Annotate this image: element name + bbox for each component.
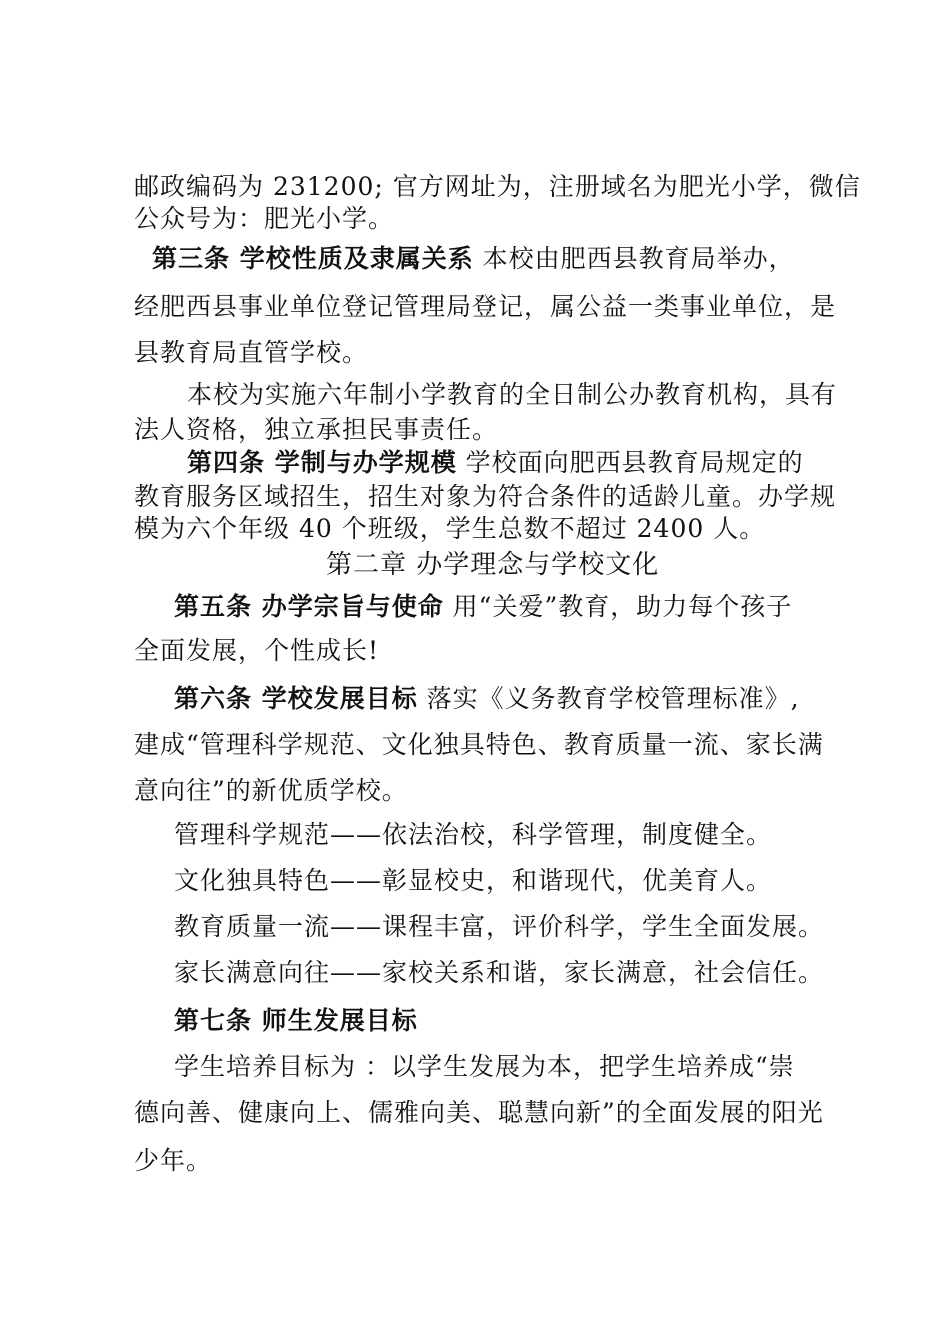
text-line: 邮政编码为 231200; 官方网址为，注册域名为肥光小学，微信 [134, 172, 861, 201]
text-line: 家长满意向往——家校关系和谐，家长满意，社会信任。 [174, 958, 825, 987]
text-line: 本校为实施六年制小学教育的全日制公办教育机构，具有 [187, 380, 838, 409]
text-line: 管理科学规范——依法治校，科学管理，制度健全。 [174, 820, 773, 849]
article-4-title: 第四条 学制与办学规模 [187, 448, 457, 477]
article-3 [152, 244, 795, 274]
article-3-title: 第三条 学校性质及隶属关系 [152, 244, 474, 273]
text-line: 县教育局直管学校。 [134, 338, 369, 367]
article-6-text: 落实《义务教育学校管理标准》, [417, 684, 800, 713]
article-6 [174, 684, 800, 714]
article-4-text: 学校面向肥西县教育局规定的 [456, 448, 804, 477]
text-line: 法人资格，独立承担民事责任。 [134, 415, 499, 444]
article-5-text: 用“关爱”教育，助力每个孩子 [443, 592, 793, 621]
article-5-title: 第五条 办学宗旨与使命 [174, 592, 444, 621]
text-line: 少年。 [134, 1146, 213, 1175]
chapter-heading: 第二章 办学理念与学校文化 [326, 550, 660, 580]
text-line: 教育服务区域招生，招生对象为符合条件的适龄儿童。办学规 [134, 482, 837, 511]
text-line: 模为六个年级 40 个班级，学生总数不超过 2400 人。 [134, 514, 766, 543]
text-line: 学生培养目标为 ：以学生发展为本，把学生培养成“崇 [174, 1052, 795, 1081]
article-5 [174, 592, 792, 622]
text-line: 全面发展，个性成长! [134, 636, 380, 665]
text-line: 教育质量一流——课程丰富，评价科学，学生全面发展。 [174, 912, 825, 941]
text-line: 意向往”的新优质学校。 [134, 776, 408, 805]
article-7-title: 第七条 师生发展目标 [174, 1006, 418, 1035]
text-line: 经肥西县事业单位登记管理局登记，属公益一类事业单位，是 [134, 292, 837, 321]
text-line: 建成“管理科学规范、文化独具特色、教育质量一流、家长满 [134, 730, 824, 759]
text-line: 文化独具特色——彰显校史，和谐现代，优美育人。 [174, 866, 773, 895]
article-4 [187, 448, 804, 478]
article-6-title: 第六条 学校发展目标 [174, 684, 418, 713]
text-line: 公众号为：肥光小学。 [134, 204, 395, 233]
article-3-text: 本校由肥西县教育局举办， [473, 244, 795, 273]
text-line: 德向善、健康向上、儒雅向美、聪慧向新”的全面发展的阳光 [134, 1098, 824, 1127]
